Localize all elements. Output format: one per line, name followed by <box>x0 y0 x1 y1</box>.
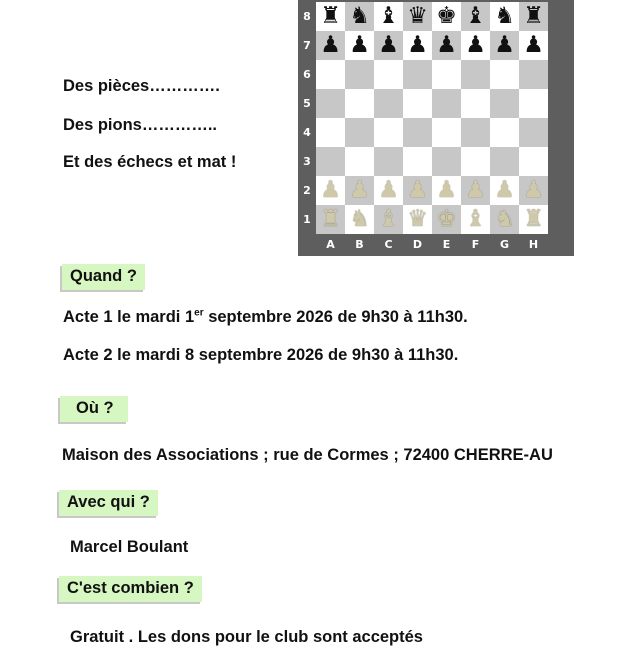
board-square <box>345 60 374 89</box>
board-square <box>374 147 403 176</box>
white-rook-icon: ♜ <box>523 206 544 232</box>
white-rook-icon: ♜ <box>320 206 341 232</box>
board-square <box>432 89 461 118</box>
board-square <box>345 118 374 147</box>
board-square <box>490 118 519 147</box>
black-rook-icon: ♜ <box>320 3 341 29</box>
price-text: Gratuit . Les dons pour le club sont acceptés <box>70 628 423 646</box>
black-pawn-icon: ♟ <box>523 32 544 58</box>
board-square <box>490 89 519 118</box>
when-label: Quand ? <box>62 264 145 290</box>
black-king-icon: ♚ <box>436 3 457 29</box>
rank-label: 7 <box>303 39 311 52</box>
board-square <box>461 60 490 89</box>
intro-line-checkmate: Et des échecs et mat ! <box>63 153 237 171</box>
address-text: Maison des Associations ; rue de Cormes ; 72400 CHERRE-AU <box>62 446 553 464</box>
white-knight-icon: ♞ <box>349 206 370 232</box>
rank-label: 6 <box>303 68 311 81</box>
where-label: Où ? <box>60 396 128 422</box>
file-label: A <box>326 238 335 251</box>
file-label: F <box>471 238 480 251</box>
board-square <box>461 147 490 176</box>
file-label: D <box>412 238 423 251</box>
board-square <box>490 60 519 89</box>
board-square <box>316 89 345 118</box>
chessboard <box>298 0 574 256</box>
white-bishop-icon: ♝ <box>378 206 399 232</box>
black-pawn-icon: ♟ <box>494 32 515 58</box>
white-bishop-icon: ♝ <box>465 206 486 232</box>
board-square <box>432 147 461 176</box>
file-label: C <box>384 238 393 251</box>
white-pawn-icon: ♟ <box>320 177 341 203</box>
board-square <box>461 89 490 118</box>
file-label: E <box>442 238 451 251</box>
with-whom-label: Avec qui ? <box>59 490 158 516</box>
rank-label: 1 <box>303 213 311 226</box>
intro-line-pawns: Des pions………….. <box>63 116 218 134</box>
rank-label: 8 <box>303 10 311 23</box>
board-square <box>519 89 548 118</box>
white-king-icon: ♚ <box>436 206 457 232</box>
white-pawn-icon: ♟ <box>523 177 544 203</box>
board-square <box>403 147 432 176</box>
white-pawn-icon: ♟ <box>349 177 370 203</box>
board-square <box>403 89 432 118</box>
black-pawn-icon: ♟ <box>436 32 457 58</box>
act1-date <box>63 308 468 327</box>
file-label: H <box>528 238 539 251</box>
black-knight-icon: ♞ <box>494 3 515 29</box>
black-rook-icon: ♜ <box>523 3 544 29</box>
board-square <box>316 118 345 147</box>
black-queen-icon: ♛ <box>407 3 428 29</box>
board-square <box>519 60 548 89</box>
board-square <box>519 118 548 147</box>
white-pawn-icon: ♟ <box>378 177 399 203</box>
act1-suffix: septembre 2026 de 9h30 à 11h30. <box>203 308 468 326</box>
black-pawn-icon: ♟ <box>378 32 399 58</box>
white-pawn-icon: ♟ <box>436 177 457 203</box>
act1-prefix: Acte 1 le mardi 1 <box>63 308 195 326</box>
act2-date: Acte 2 le mardi 8 septembre 2026 de 9h30 à 11h30. <box>63 346 459 364</box>
board-square <box>519 147 548 176</box>
board-square <box>374 60 403 89</box>
instructor-name: Marcel Boulant <box>70 538 189 556</box>
board-square <box>316 147 345 176</box>
board-square <box>403 118 432 147</box>
black-pawn-icon: ♟ <box>465 32 486 58</box>
white-knight-icon: ♞ <box>494 206 515 232</box>
board-square <box>374 89 403 118</box>
black-pawn-icon: ♟ <box>320 32 341 58</box>
board-square <box>345 89 374 118</box>
board-square <box>374 118 403 147</box>
intro-line-pieces: Des pièces…………. <box>63 77 220 95</box>
white-pawn-icon: ♟ <box>465 177 486 203</box>
white-pawn-icon: ♟ <box>494 177 515 203</box>
act1-superscript: er <box>194 307 204 319</box>
black-pawn-icon: ♟ <box>407 32 428 58</box>
rank-label: 2 <box>303 184 311 197</box>
white-queen-icon: ♛ <box>407 206 428 232</box>
black-bishop-icon: ♝ <box>465 3 486 29</box>
rank-label: 5 <box>303 97 311 110</box>
board-square <box>490 147 519 176</box>
board-square <box>432 60 461 89</box>
board-square <box>316 60 345 89</box>
white-pawn-icon: ♟ <box>407 177 428 203</box>
black-knight-icon: ♞ <box>349 3 370 29</box>
board-square <box>432 118 461 147</box>
rank-label: 3 <box>303 155 311 168</box>
board-square <box>345 147 374 176</box>
board-square <box>461 118 490 147</box>
board-square <box>403 60 432 89</box>
rank-label: 4 <box>303 126 311 139</box>
file-label: G <box>499 238 510 251</box>
black-pawn-icon: ♟ <box>349 32 370 58</box>
file-label: B <box>355 238 364 251</box>
black-bishop-icon: ♝ <box>378 3 399 29</box>
price-label: C'est combien ? <box>59 576 202 602</box>
